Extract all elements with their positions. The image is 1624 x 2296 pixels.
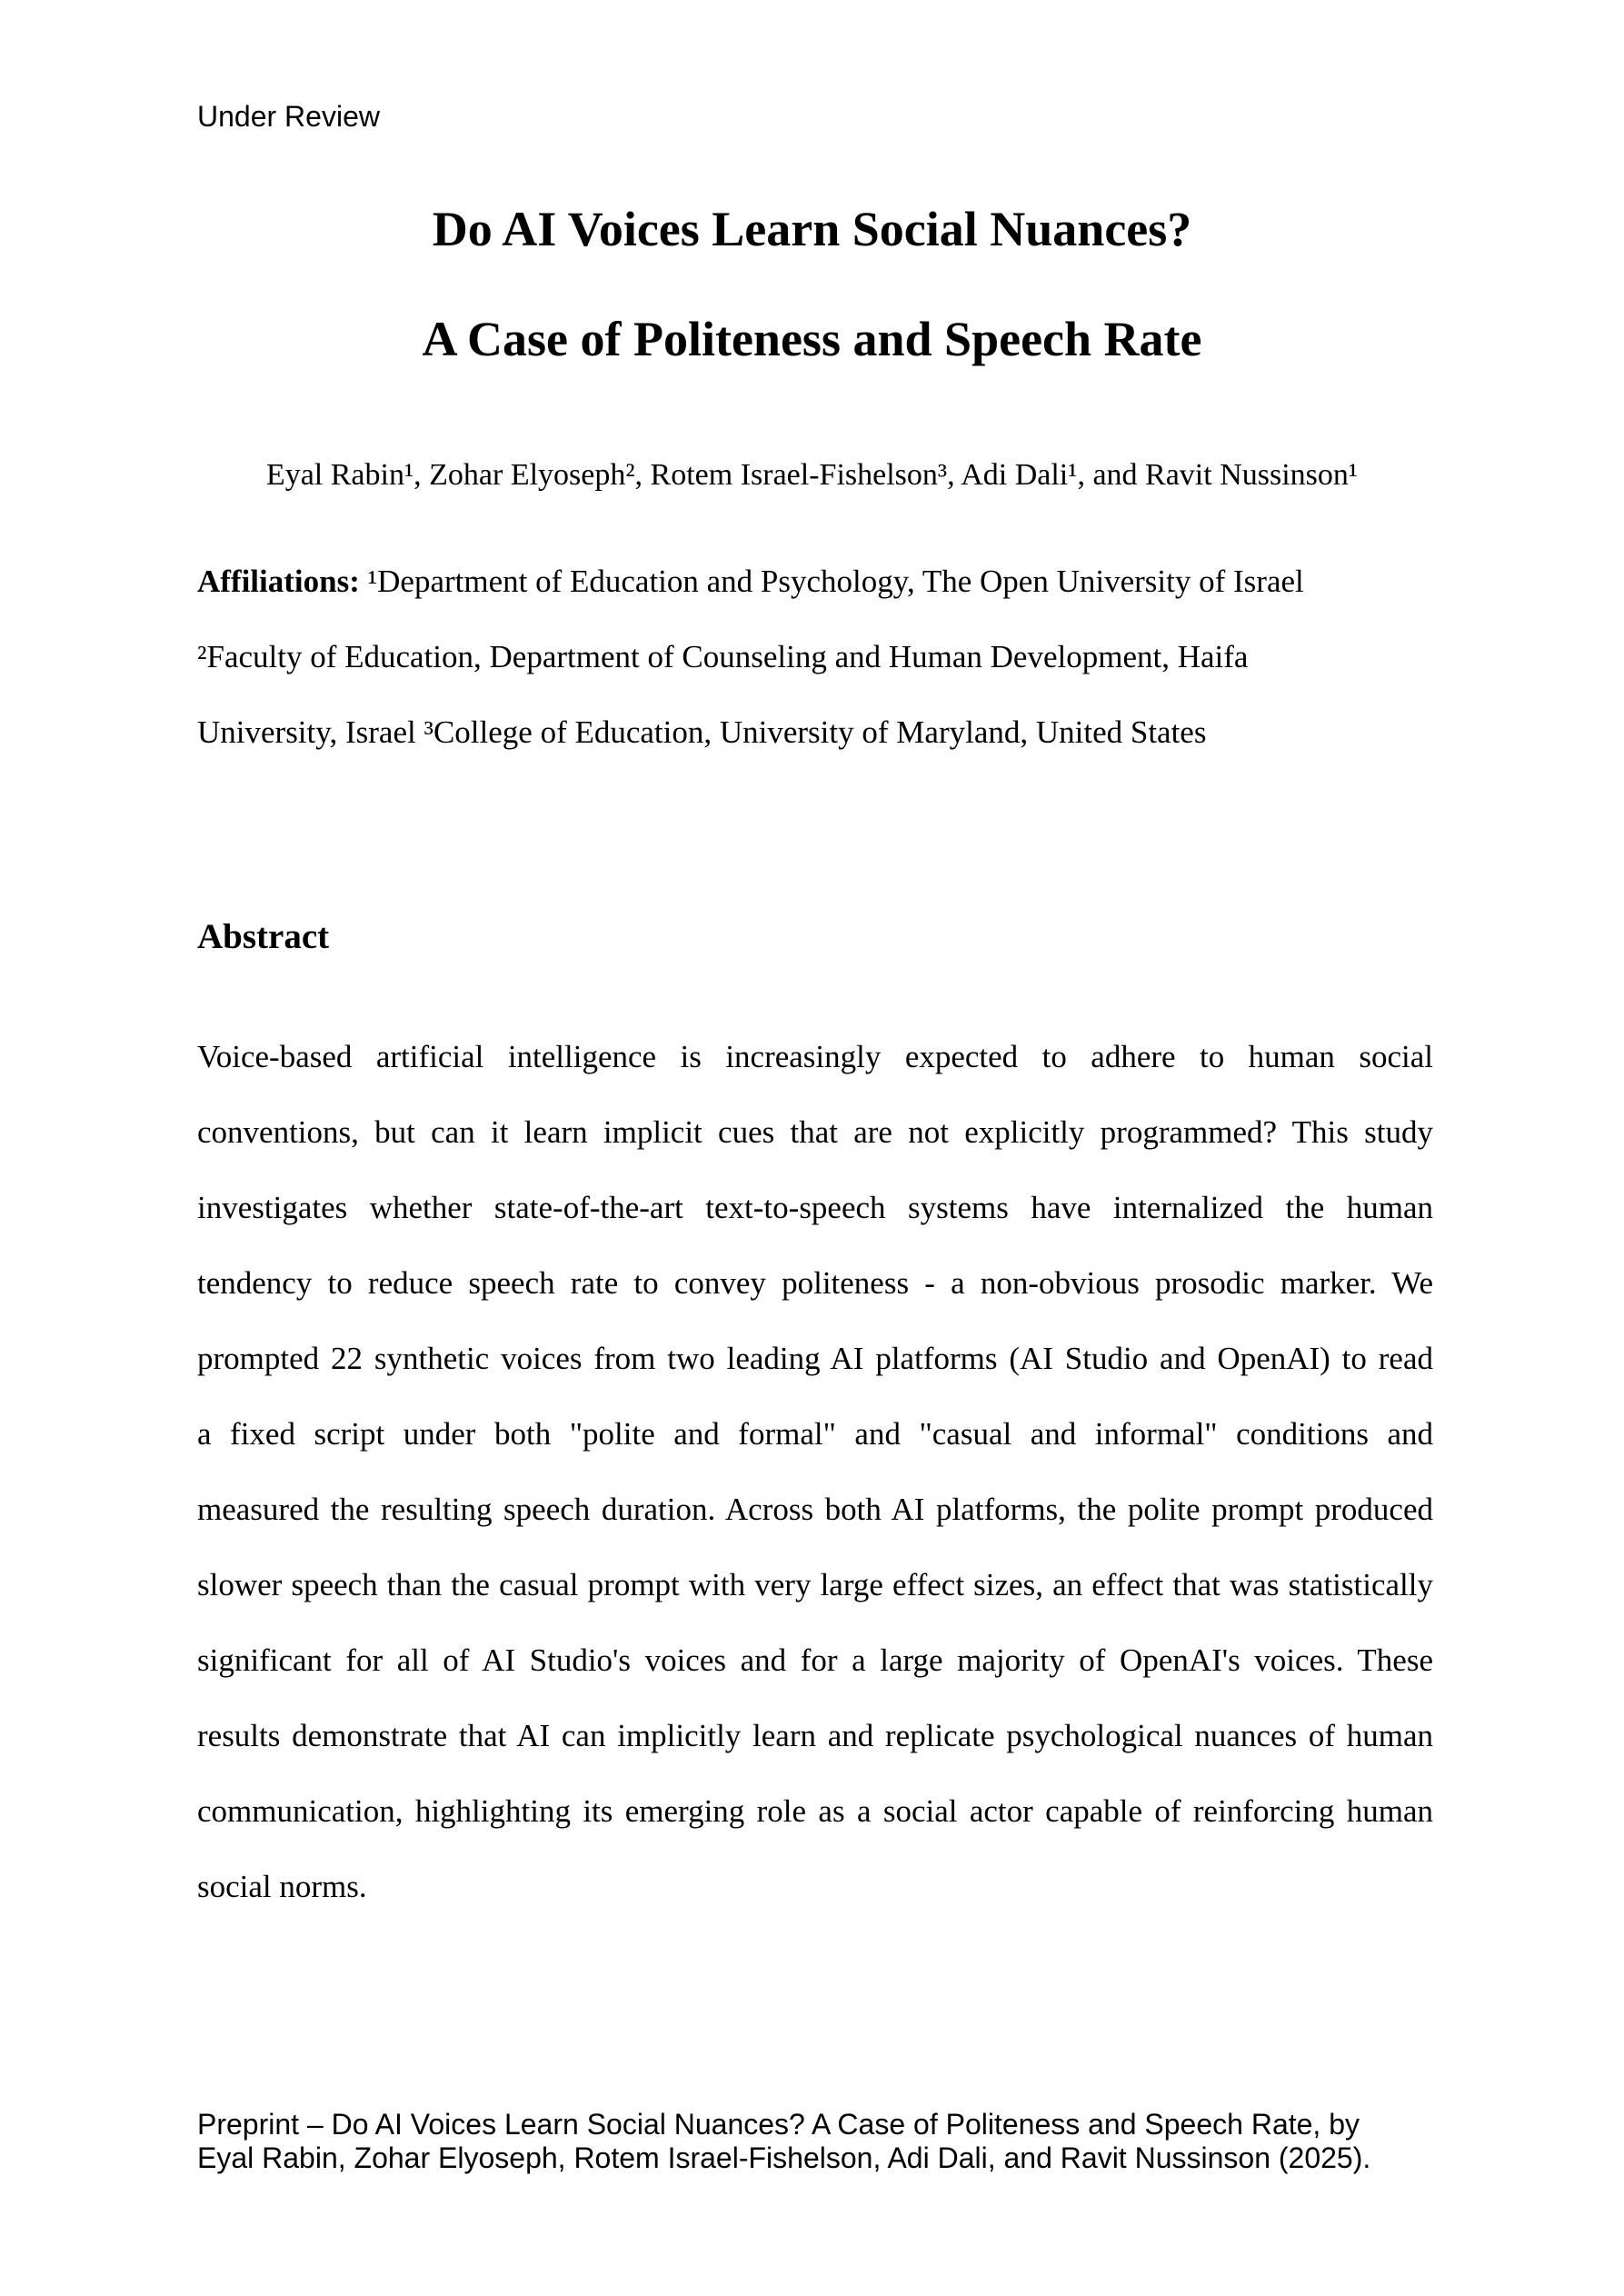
abstract-line: slower speech than the casual prompt with very large effect sizes, an effect that was statistically xyxy=(197,1567,1433,1602)
preprint-footer-line: Eyal Rabin, Zohar Elyoseph, Rotem Israel-Fishelson, Adi Dali, and Ravit Nussinson (2025). xyxy=(197,2141,1371,2174)
abstract-line: conventions, but can it learn implicit cues that are not explicitly programmed? This study xyxy=(197,1114,1433,1150)
affiliations-line: ²Faculty of Education, Department of Counseling and Human Development, Haifa xyxy=(197,639,1249,674)
paper-title-line-1: Do AI Voices Learn Social Nuances? xyxy=(432,202,1192,256)
abstract-line: prompted 22 synthetic voices from two leading AI platforms (AI Studio and OpenAI) to read xyxy=(197,1341,1433,1376)
abstract-line: results demonstrate that AI can implicitly learn and replicate psychological nuances of human xyxy=(197,1718,1433,1753)
paper-title-line-2: A Case of Politeness and Speech Rate xyxy=(422,312,1202,366)
review-status-label: Under Review xyxy=(197,100,380,133)
abstract-line: significant for all of AI Studio's voices and for a large majority of OpenAI's voices. These xyxy=(197,1642,1433,1678)
affiliations-line: University, Israel ³College of Education, University of Maryland, United States xyxy=(197,714,1207,750)
abstract-line: investigates whether state-of-the-art text-to-speech systems have internalized the human xyxy=(197,1190,1433,1225)
abstract-line: measured the resulting speech duration. Across both AI platforms, the polite prompt produced xyxy=(197,1492,1433,1527)
preprint-footer-line: Preprint – Do AI Voices Learn Social Nuances? A Case of Politeness and Speech Rate, by xyxy=(197,2108,1360,2141)
author-list: Eyal Rabin¹, Zohar Elyoseph², Rotem Israel-Fishelson³, Adi Dali¹, and Ravit Nussinson¹ xyxy=(265,458,1359,492)
abstract-heading: Abstract xyxy=(197,917,330,956)
abstract-line: social norms. xyxy=(197,1869,367,1904)
affiliation-text: ¹Department of Education and Psychology, The Open University of Israel xyxy=(359,564,1304,599)
affiliations-label: Affiliations: xyxy=(197,564,360,599)
affiliations-line xyxy=(197,562,1433,602)
abstract-line: communication, highlighting its emerging role as a social actor capable of reinforcing human xyxy=(197,1793,1433,1829)
abstract-line: Voice-based artificial intelligence is increasingly expected to adhere to human social xyxy=(197,1039,1433,1074)
abstract-line: a fixed script under both "polite and formal" and "casual and informal" conditions and xyxy=(197,1416,1433,1452)
abstract-line: tendency to reduce speech rate to convey politeness - a non-obvious prosodic marker. We xyxy=(197,1265,1433,1301)
